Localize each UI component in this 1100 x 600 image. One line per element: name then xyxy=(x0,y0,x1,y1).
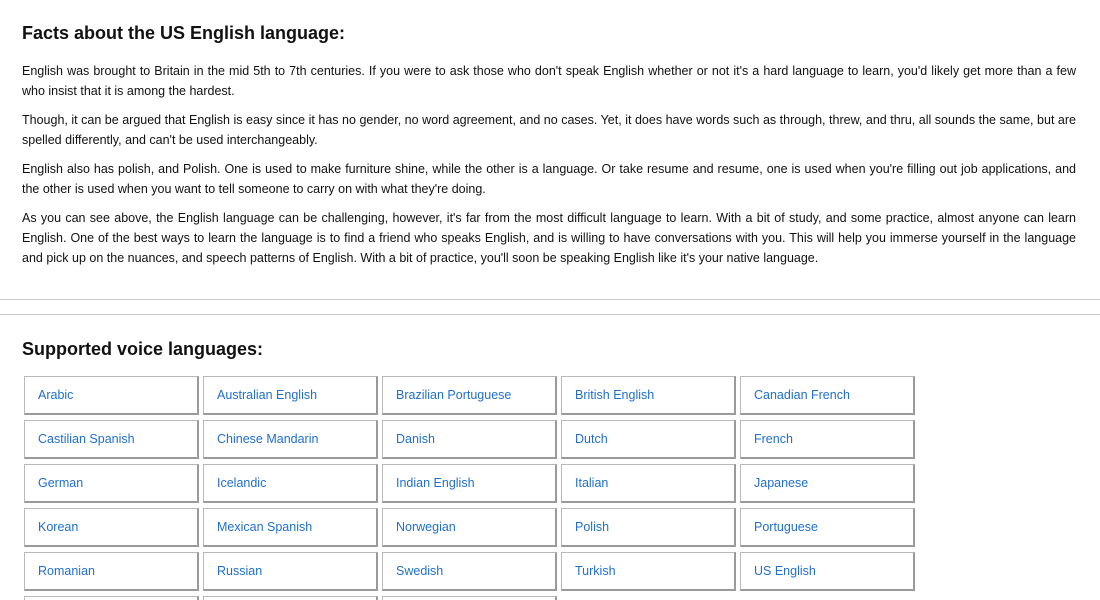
language-button-norwegian[interactable]: Norwegian xyxy=(382,508,557,547)
language-button-swedish[interactable]: Swedish xyxy=(382,552,557,591)
language-button-romanian[interactable]: Romanian xyxy=(24,552,199,591)
language-button-arabic[interactable]: Arabic xyxy=(24,376,199,415)
language-button-japanese[interactable]: Japanese xyxy=(740,464,915,503)
language-button-danish[interactable]: Danish xyxy=(382,420,557,459)
language-button-polish[interactable]: Polish xyxy=(561,508,736,547)
language-button-portuguese[interactable]: Portuguese xyxy=(740,508,915,547)
facts-paragraph: Though, it can be argued that English is easy since it has no gender, no word agreement, and no cases. Yet, it does have words such as through, threw, and thru, all sounds the same, but are spelled differently, and can't be used interchangeably. xyxy=(22,113,1076,147)
language-grid xyxy=(24,376,919,600)
language-button-canadian-french[interactable]: Canadian French xyxy=(740,376,915,415)
section-divider xyxy=(0,299,1100,300)
language-button-castilian-spanish[interactable]: Castilian Spanish xyxy=(24,420,199,459)
language-button-korean[interactable]: Korean xyxy=(24,508,199,547)
section-divider xyxy=(0,314,1100,315)
language-button-indian-english[interactable]: Indian English xyxy=(382,464,557,503)
language-button-brazilian-portuguese[interactable]: Brazilian Portuguese xyxy=(382,376,557,415)
language-button-italian[interactable]: Italian xyxy=(561,464,736,503)
language-button-icelandic[interactable]: Icelandic xyxy=(203,464,378,503)
facts-paragraph: English was brought to Britain in the mid 5th to 7th centuries. If you were to ask those who don't speak English whether or not it's a hard language to learn, you'd likely get more than a few who insist that it is among the hardest. xyxy=(22,64,1076,98)
facts-section xyxy=(22,22,1076,277)
language-button-us-english[interactable]: US English xyxy=(740,552,915,591)
language-button-partial[interactable] xyxy=(24,596,199,600)
language-button-partial[interactable] xyxy=(382,596,557,600)
facts-paragraph: As you can see above, the English language can be challenging, however, it's far from the most difficult language to learn. With a bit of study, and some practice, almost anyone can learn English. One of the best ways to learn the language is to find a friend who speaks English, and is willing to have conversations with you. This will help you immerse yourself in the language and pick up on the nuances, and speech patterns of English. With a bit of practice, you'll soon be speaking English like it's your native language. xyxy=(22,211,1076,265)
language-button-turkish[interactable]: Turkish xyxy=(561,552,736,591)
language-button-british-english[interactable]: British English xyxy=(561,376,736,415)
language-button-chinese-mandarin[interactable]: Chinese Mandarin xyxy=(203,420,378,459)
language-button-russian[interactable]: Russian xyxy=(203,552,378,591)
language-button-mexican-spanish[interactable]: Mexican Spanish xyxy=(203,508,378,547)
facts-paragraph: English also has polish, and Polish. One is used to make furniture shine, while the other is a language. Or take resume and resume, one is used when you're filling out job applications, and the other is used when you want to tell someone to carry on with what they're doing. xyxy=(22,162,1076,196)
languages-title: Supported voice languages: xyxy=(22,339,264,359)
facts-title: Facts about the US English language: xyxy=(22,23,346,43)
language-button-australian-english[interactable]: Australian English xyxy=(203,376,378,415)
language-button-partial[interactable] xyxy=(203,596,378,600)
language-button-german[interactable]: German xyxy=(24,464,199,503)
language-button-dutch[interactable]: Dutch xyxy=(561,420,736,459)
language-button-french[interactable]: French xyxy=(740,420,915,459)
